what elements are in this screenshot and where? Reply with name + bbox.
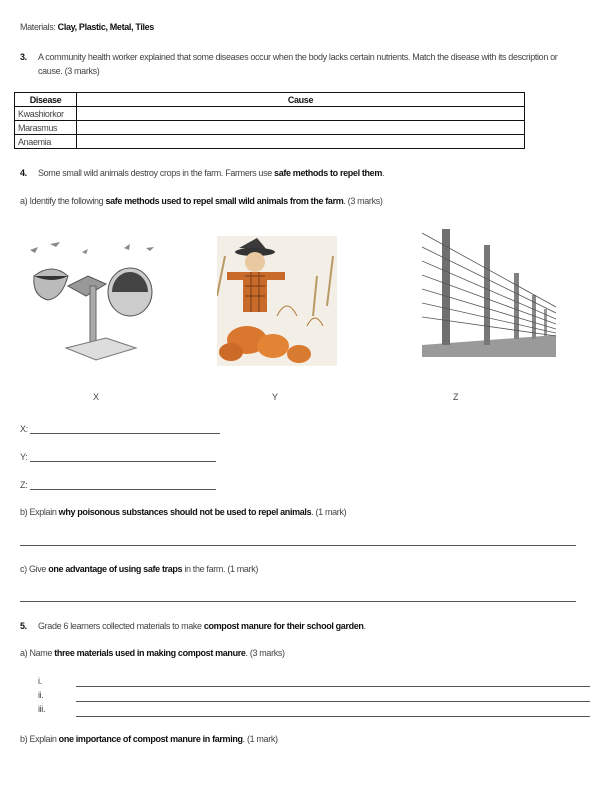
materials-value: Clay, Plastic, Metal, Tiles (57, 22, 154, 32)
question-4a (20, 196, 383, 206)
image-label-y: Y (272, 392, 278, 402)
image-label-x: X (93, 392, 99, 402)
question-5a (20, 648, 285, 658)
q4-intro: Some small wild animals destroy crops in the farm. Farmers use (38, 168, 275, 178)
cause-cell[interactable] (77, 107, 525, 121)
answer-line-5a-ii[interactable] (76, 701, 590, 702)
q5b-prefix: b) Explain (20, 734, 59, 744)
scarecrow-image (217, 236, 337, 366)
question-4-number: 4. (20, 168, 27, 178)
table-row (15, 121, 525, 135)
materials-label: Materials: (20, 22, 56, 32)
table-row (15, 135, 525, 149)
disease-cell: Marasmus (15, 121, 77, 135)
q4b-bold: why poisonous substances should not be used to repel animals (58, 507, 312, 517)
list-marker-ii: ii. (38, 690, 44, 700)
question-5-number: 5. (20, 621, 27, 631)
answer-line-4c[interactable] (20, 601, 576, 602)
q5b-suffix: . (1 mark) (242, 734, 278, 744)
question-5b (20, 734, 278, 744)
q4c-prefix: c) Give (20, 564, 49, 574)
table-row (15, 107, 525, 121)
q4a-bold: safe methods used to repel small wild animals from the farm (105, 196, 344, 206)
q4a-prefix: a) Identify the following (20, 196, 106, 206)
disease-cell: Kwashiorkor (15, 107, 77, 121)
question-5-text: Grade 6 learners collected materials to make compost manure for their school garden. (38, 621, 366, 631)
answer-line-5a-i[interactable] (76, 686, 590, 687)
question-3-number: 3. (20, 52, 27, 62)
q4c-bold: one advantage of using safe traps (48, 564, 183, 574)
q5a-bold: three materials used in making compost manure (54, 648, 246, 658)
disease-table (14, 92, 525, 149)
q4b-prefix: b) Explain (20, 507, 59, 517)
list-marker-iii: iii. (38, 704, 46, 714)
bird-spinner-image (20, 238, 162, 362)
question-3-text: A community health worker explained that some diseases occur when the body lacks certain nutrients. Match the disease with its description or (38, 52, 558, 62)
question-4b (20, 507, 346, 517)
q4-intro-bold: safe methods to repel them (274, 168, 382, 178)
materials-line (20, 22, 154, 32)
answer-label-y: Y: (20, 452, 28, 462)
answer-line-z[interactable] (30, 489, 216, 490)
answer-line-x[interactable] (30, 433, 220, 434)
question-4-text: Some small wild animals destroy crops in the farm. Farmers use safe methods to repel them. (38, 168, 385, 178)
q4c-suffix: in the farm. (1 mark) (182, 564, 259, 574)
cause-cell[interactable] (77, 121, 525, 135)
answer-line-4b[interactable] (20, 545, 576, 546)
answer-label-x: X: (20, 424, 28, 434)
q5b-bold: one importance of compost manure in farming (58, 734, 243, 744)
q4b-suffix: . (1 mark) (311, 507, 347, 517)
answer-label-z: Z: (20, 480, 28, 490)
answer-line-y[interactable] (30, 461, 216, 462)
q5a-suffix: . (3 marks) (245, 648, 285, 658)
q4a-suffix: . (3 marks) (343, 196, 383, 206)
electric-fence-image (422, 223, 556, 357)
cause-cell[interactable] (77, 135, 525, 149)
image-label-z: Z (453, 392, 459, 402)
question-4c (20, 564, 258, 574)
answer-line-5a-iii[interactable] (76, 716, 590, 717)
question-3-text-cont: cause. (3 marks) (38, 66, 100, 76)
q5-intro: Grade 6 learners collected materials to make (38, 621, 204, 631)
list-marker-i: i. (38, 676, 42, 686)
q5a-prefix: a) Name (20, 648, 55, 658)
disease-cell: Anaemia (15, 135, 77, 149)
table-header-cause: Cause (77, 93, 525, 107)
table-header-disease: Disease (15, 93, 77, 107)
q5-intro-bold: compost manure for their school garden (203, 621, 364, 631)
